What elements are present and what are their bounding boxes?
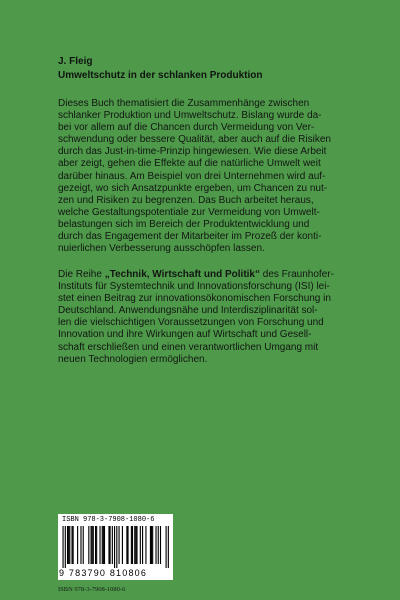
series-paragraph: [58, 269, 342, 366]
barcode-bar: [91, 526, 92, 564]
book-title: Umweltschutz in der schlanken Produktion: [58, 70, 263, 81]
barcode-bar: [140, 526, 141, 564]
barcode-bar: [69, 526, 70, 564]
barcode-bar: [108, 526, 109, 564]
barcode-bar: [71, 526, 72, 564]
barcode-bar: [83, 526, 84, 564]
barcode-bar: [122, 526, 123, 564]
barcode-bar: [127, 526, 128, 564]
barcode-bar: [88, 526, 89, 564]
barcode-bar: [67, 526, 68, 564]
barcode-bar: [119, 526, 120, 564]
barcode-bar: [168, 526, 169, 568]
barcode-bar: [160, 526, 161, 564]
ean13-barcode: [62, 526, 169, 568]
barcode-bar: [73, 526, 74, 564]
barcode-bar: [132, 526, 133, 564]
barcode-bar: [152, 526, 153, 564]
barcode-bar: [134, 526, 135, 564]
barcode-bar: [114, 526, 115, 568]
barcode-bar: [135, 526, 136, 564]
isbn-footer: ISBN 978-3-7908-1080-6: [58, 586, 126, 593]
barcode-bar: [80, 526, 81, 564]
barcode-bar: [112, 526, 113, 564]
series-name: „Technik, Wirtschaft und Politik“: [104, 269, 260, 280]
barcode-bar: [151, 526, 152, 564]
barcode-bar: [103, 526, 104, 564]
barcode-bar: [93, 526, 94, 564]
barcode-label: [58, 514, 173, 580]
barcode-bar: [166, 526, 167, 568]
barcode-bar: [136, 526, 137, 564]
barcode-digits: 9 783790 810806: [59, 568, 148, 578]
barcode-bar: [68, 526, 69, 564]
barcode-bar: [142, 526, 143, 564]
barcode-bar: [65, 526, 66, 568]
barcode-bar: [92, 526, 93, 564]
barcode-bar: [145, 526, 146, 564]
description-paragraph: Dieses Buch thematisiert die Zusammenhänge zwischen schlanker Produktion und Umweltschutz. Bislang wurde da- bei vor allem auf die Chancen durch Vermeidung von Ver- schwendung oder bessere Qualität, aber auch auf die Risiken durch das Just-in-time-Prinzip hingewiesen. Wie diese Arbeit aber zeigt, gehen die Effekte auf die natürliche Umwelt weit darüber hinaus. Am Beispiel von drei Unternehmen wird auf- gezeigt, wo sich Ansatzpunkte ergeben, um Chancen zu nut- zen und Risiken zu begrenzen. Das Buch arbeitet heraus, welche Gestaltungspotentiale zur Vermeidung von Umwelt- belastungen sich im Bereich der Produktentwicklung und durch das Engagement der Mitarbeiter im Prozeß der konti- nuierlichen Verbesserung ausschöpfen lassen.: [58, 98, 331, 255]
barcode-bar: [150, 526, 151, 564]
barcode-isbn-text: ISBN 978-3-7908-1080-6: [62, 516, 155, 524]
author-name: J. Fleig: [58, 56, 93, 67]
barcode-bar: [77, 526, 78, 564]
barcode-bar: [116, 526, 117, 568]
barcode-bar: [95, 526, 96, 564]
series-description-text: des Fraunhofer- Instituts für Systemtechnik und Innovationsforschung (ISI) lei- stet einen Beitrag zur innovationsökonomischen Forschung in Deutschland. Anwendungsnähe und Interdisziplinarität sol- len die vielschichtigen Voraussetzungen von Forschung und Innovation und ihre Wirkungen auf Wirtschaft und Gesell- schaft erschließen und einen verantwortlichen Umgang mit neuen Technologien ermöglichen.: [58, 269, 334, 365]
barcode-bar: [110, 526, 111, 564]
barcode-bar: [99, 526, 100, 564]
barcode-bar: [96, 526, 97, 564]
barcode-bar: [155, 526, 156, 564]
barcode-bar: [158, 526, 159, 564]
barcode-bar: [104, 526, 105, 564]
barcode-bar: [126, 526, 127, 564]
series-intro-text: Die Reihe: [58, 269, 105, 280]
barcode-bar: [63, 526, 64, 568]
barcode-bar: [131, 526, 132, 564]
barcode-bar: [102, 526, 103, 564]
